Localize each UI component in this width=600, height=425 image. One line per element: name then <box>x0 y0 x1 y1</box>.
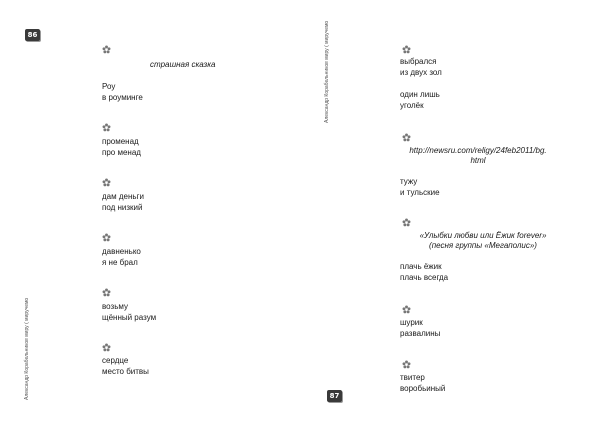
poem-line: плачь ёжик <box>400 262 442 271</box>
poem-line: твитер <box>400 373 425 382</box>
poem-line: я не брал <box>102 258 138 267</box>
flower-ornament-icon <box>402 305 411 314</box>
poem-line: Роу <box>102 82 116 91</box>
flower-ornament-icon <box>102 288 111 297</box>
flower-ornament-icon <box>402 133 411 142</box>
poem-line: про менад <box>102 148 141 157</box>
flower-ornament-icon <box>102 123 111 132</box>
poem-line: под низкий <box>102 203 143 212</box>
link-text: http://newsru.com/religy/24feb2011/bg. <box>409 146 547 155</box>
link-text: html <box>470 156 486 165</box>
flower-ornament-icon <box>102 343 111 352</box>
poem-title: страшная сказка <box>150 60 216 69</box>
running-title-left: Александр Корабельников миру ( миручемо <box>24 297 30 400</box>
flower-ornament-icon <box>402 45 411 54</box>
poem-line: тужу <box>400 177 418 186</box>
page-number-right: 87 <box>327 390 342 402</box>
poem-line: плачь всегда <box>400 273 449 282</box>
poem-line: из двух зол <box>400 68 442 77</box>
poem-line: место битвы <box>102 367 149 376</box>
poem-line: шурик <box>400 318 423 327</box>
poem-line: дам деньги <box>102 192 144 201</box>
poem-line: развалины <box>400 329 441 338</box>
poem-line: один лишь <box>400 90 440 99</box>
flower-ornament-icon <box>402 218 411 227</box>
song-caption: «Улыбки любви или Ёжик forever» <box>419 231 547 240</box>
flower-ornament-icon <box>102 45 111 54</box>
poem-line: щённый разум <box>102 313 157 322</box>
right-page <box>300 0 600 425</box>
poem-line: уголёк <box>400 101 424 110</box>
page-number-left: 86 <box>25 29 40 41</box>
poem-line: воробьиный <box>400 384 446 393</box>
poem-line: давненько <box>102 247 141 256</box>
poem-line: в роуминге <box>102 93 143 102</box>
flower-ornament-icon <box>102 233 111 242</box>
poem-line: и тульские <box>400 188 440 197</box>
poem-line: возьму <box>102 302 128 311</box>
poem-line: променад <box>102 137 139 146</box>
running-title-right: Александр Корабельников миру ( миручемо <box>324 20 330 123</box>
poem-line: сердце <box>102 356 129 365</box>
flower-ornament-icon <box>402 360 411 369</box>
song-caption: (песня группы «Мегаполис») <box>429 241 537 250</box>
poem-line: выбрался <box>400 57 437 66</box>
flower-ornament-icon <box>102 178 111 187</box>
